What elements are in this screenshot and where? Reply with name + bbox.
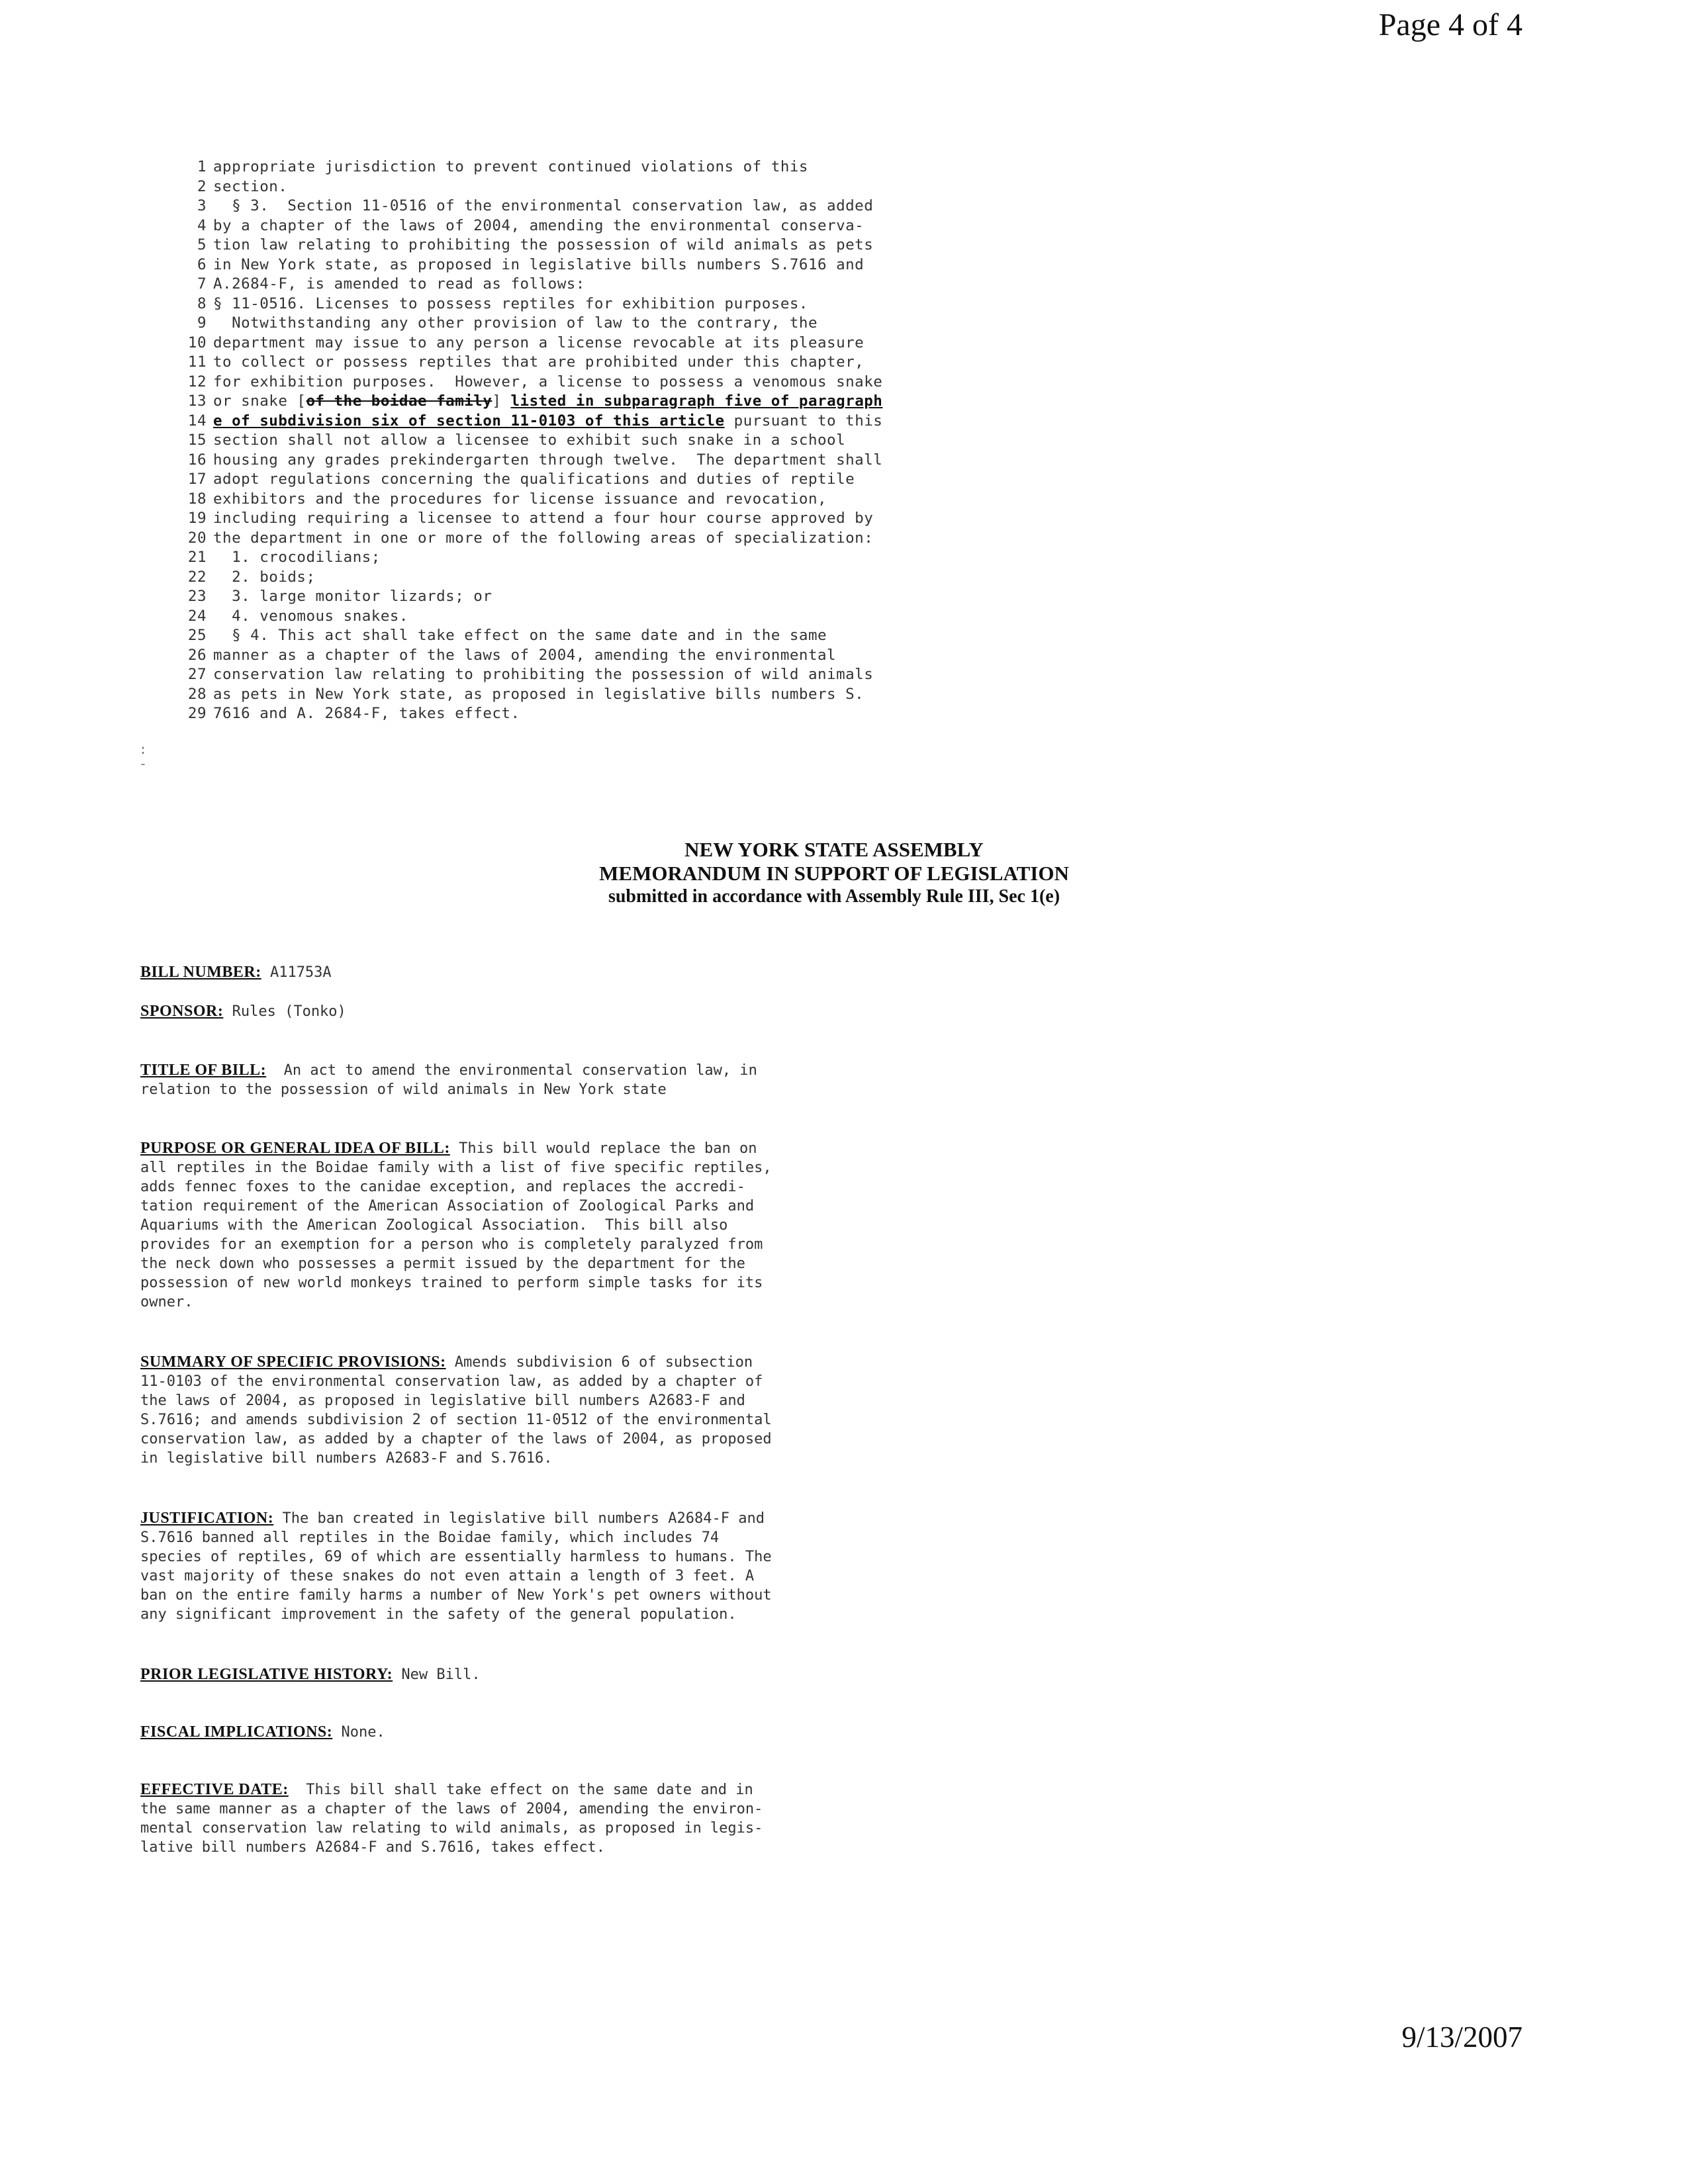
effective-date-label: EFFECTIVE DATE: <box>140 1781 289 1798</box>
bill-line <box>165 607 986 627</box>
purpose-text: This bill would replace the ban on <box>449 1140 757 1157</box>
effective-date-line: the same manner as a chapter of the laws of 2004, amending the environ- <box>140 1801 763 1817</box>
title-section <box>140 1061 908 1099</box>
line-text: 7616 and A. 2684-F, takes effect. <box>213 705 520 722</box>
line-text <box>213 412 986 432</box>
line-number: 23 <box>187 588 207 605</box>
line-number: 21 <box>187 549 207 566</box>
sponsor-value: Rules (Tonko) <box>232 1003 346 1020</box>
bill-line <box>165 334 986 353</box>
line-number: 28 <box>187 685 207 703</box>
bill-line <box>165 529 986 549</box>
line-text: as pets in New York state, as proposed in legislative bills numbers S. <box>213 685 865 703</box>
line-text: exhibitors and the procedures for license issuance and revocation, <box>213 490 827 508</box>
justification-text: The ban created in legislative bill numbers A2684-F and <box>273 1510 765 1527</box>
line-number: 4 <box>197 216 207 234</box>
line-number: 19 <box>187 510 207 527</box>
purpose-line: possession of new world monkeys trained to perform simple tasks for its <box>140 1275 763 1291</box>
bill-line <box>165 665 986 685</box>
line-text: adopt regulations concerning the qualifications and duties of reptile <box>213 471 855 488</box>
bill-line <box>165 158 986 177</box>
purpose-section <box>140 1139 908 1312</box>
bill-number-label: BILL NUMBER: <box>140 964 261 981</box>
bill-line <box>165 626 986 646</box>
inserted-text: listed in subparagraph five of paragraph <box>510 392 883 410</box>
line-number: 3 <box>197 197 207 214</box>
purpose-line: provides for an exemption for a person who is completely paralyzed from <box>140 1236 763 1253</box>
line-number: 9 <box>197 314 207 332</box>
bill-line <box>165 295 986 314</box>
memo-heading-line-3: submitted in accordance with Assembly Rule III, Sec 1(e) <box>608 886 1060 907</box>
line-text: 1. crocodilians; <box>213 549 381 566</box>
line-number: 24 <box>187 607 207 625</box>
bill-line <box>165 197 986 216</box>
summary-label: SUMMARY OF SPECIFIC PROVISIONS: <box>140 1353 446 1371</box>
line-text: for exhibition purposes. However, a license to possess a venomous snake <box>213 373 883 390</box>
title-line: relation to the possession of wild animals in New York state <box>140 1081 667 1098</box>
history-label: PRIOR LEGISLATIVE HISTORY: <box>140 1666 393 1683</box>
line-number: 14 <box>187 412 207 430</box>
line-number: 15 <box>187 432 207 449</box>
line-number: 11 <box>187 353 207 371</box>
line-number: 13 <box>187 392 207 410</box>
line-text: 3. large monitor lizards; or <box>213 588 492 605</box>
bill-line <box>165 646 986 666</box>
line-number: 20 <box>187 529 207 547</box>
summary-line: 11-0103 of the environmental conservation law, as added by a chapter of <box>140 1373 763 1390</box>
scan-mark: : <box>139 741 148 757</box>
purpose-line: the neck down who possesses a permit issued by the department for the <box>140 1255 745 1272</box>
purpose-label: PURPOSE OR GENERAL IDEA OF BILL: <box>140 1140 450 1157</box>
purpose-line <box>140 1139 908 1158</box>
bill-line <box>165 353 986 373</box>
bill-line <box>165 548 986 568</box>
line-number: 27 <box>187 666 207 683</box>
struck-text: of the boidae family <box>306 392 492 410</box>
line-number: 6 <box>197 255 207 273</box>
purpose-line: all reptiles in the Boidae family with a list of five specific reptiles, <box>140 1160 772 1176</box>
line-number: 17 <box>187 471 207 488</box>
line-text: A.2684-F, is amended to read as follows: <box>213 275 585 293</box>
bill-number-value: A11753A <box>269 964 332 981</box>
bill-line <box>165 587 986 607</box>
summary-line: S.7616; and amends subdivision 2 of section 11-0512 of the environmental <box>140 1412 772 1428</box>
line-text: section shall not allow a licensee to exhibit such snake in a school <box>213 432 846 449</box>
bill-line <box>165 255 986 275</box>
bill-line <box>165 216 986 236</box>
line-text: department may issue to any person a license revocable at its pleasure <box>213 334 865 351</box>
sponsor-section <box>140 1002 908 1021</box>
bill-line <box>165 177 986 197</box>
summary-text: Amends subdivision 6 of subsection <box>445 1354 753 1371</box>
line-text: 2. boids; <box>213 568 316 586</box>
line-text: tion law relating to prohibiting the possession of wild animals as pets <box>213 236 874 253</box>
bill-number-section <box>140 963 908 982</box>
line-text: 4. venomous snakes. <box>213 607 408 625</box>
title-text: An act to amend the environmental conservation law, in <box>266 1062 757 1079</box>
title-label: TITLE OF BILL: <box>140 1062 267 1079</box>
bill-line <box>165 568 986 588</box>
justification-line <box>140 1509 908 1528</box>
justification-label: JUSTIFICATION: <box>140 1510 274 1527</box>
effective-date-line: lative bill numbers A2684-F and S.7616, takes effect. <box>140 1839 605 1856</box>
page-number-label: Page 4 of 4 <box>1378 7 1523 42</box>
sponsor-label: SPONSOR: <box>140 1003 224 1020</box>
summary-section <box>140 1353 908 1468</box>
purpose-line: owner. <box>140 1294 193 1310</box>
bill-line <box>165 704 986 724</box>
line-text: manner as a chapter of the laws of 2004, amending the environmental <box>213 646 837 664</box>
justification-line: S.7616 banned all reptiles in the Boidae family, which includes 74 <box>140 1529 720 1546</box>
line-number: 2 <box>197 177 207 195</box>
print-date: 9/13/2007 <box>1401 2021 1523 2054</box>
inserted-text: e of subdivision six of section 11-0103 of this article <box>213 412 725 430</box>
bill-line <box>165 314 986 334</box>
line-text: the department in one or more of the following areas of specialization: <box>213 529 874 547</box>
purpose-line: adds fennec foxes to the canidae exception, and replaces the accredi- <box>140 1179 745 1195</box>
bill-line <box>165 685 986 705</box>
fiscal-label: FISCAL IMPLICATIONS: <box>140 1723 333 1741</box>
summary-line: in legislative bill numbers A2683-F and S.7616. <box>140 1450 553 1467</box>
bill-line <box>165 275 986 295</box>
line-text-segment: ] <box>492 392 511 410</box>
line-text: § 11-0516. Licenses to possess reptiles for exhibition purposes. <box>213 295 808 312</box>
bill-line <box>165 451 986 471</box>
bill-line <box>165 431 986 451</box>
effective-date-text: This bill shall take effect on the same date and in <box>288 1782 753 1798</box>
bill-line <box>165 392 986 412</box>
scan-mark: - <box>139 756 148 772</box>
summary-line <box>140 1353 908 1372</box>
bill-line <box>165 509 986 529</box>
memo-heading <box>463 838 1205 908</box>
line-number: 18 <box>187 490 207 508</box>
history-value: New Bill. <box>393 1666 481 1683</box>
summary-line: conservation law, as added by a chapter of the laws of 2004, as proposed <box>140 1431 772 1447</box>
line-text: in New York state, as proposed in legislative bills numbers S.7616 and <box>213 255 865 273</box>
memo-body <box>140 963 908 1857</box>
justification-line: vast majority of these snakes do not even attain a length of 3 feet. A <box>140 1568 755 1584</box>
line-text <box>213 392 986 412</box>
line-text-segment: pursuant to this <box>724 412 883 430</box>
history-section <box>140 1665 908 1684</box>
line-text: Notwithstanding any other provision of law to the contrary, the <box>213 314 818 332</box>
line-number: 5 <box>197 236 207 253</box>
line-number: 26 <box>187 646 207 664</box>
justification-line: any significant improvement in the safety of the general population. <box>140 1606 737 1623</box>
fiscal-section <box>140 1723 908 1742</box>
bill-line <box>165 373 986 392</box>
line-text-segment: or snake [ <box>213 392 306 410</box>
line-number: 22 <box>187 568 207 586</box>
line-number: 1 <box>197 158 207 175</box>
line-text: to collect or possess reptiles that are prohibited under this chapter, <box>213 353 865 371</box>
memo-heading-line-2: MEMORANDUM IN SUPPORT OF LEGISLATION <box>599 862 1069 885</box>
effective-date-line <box>140 1780 908 1799</box>
line-text: by a chapter of the laws of 2004, amending the environmental conserva- <box>213 216 865 234</box>
justification-line: ban on the entire family harms a number of New York's pet owners without <box>140 1587 772 1604</box>
line-number: 10 <box>187 334 207 351</box>
justification-line: species of reptiles, 69 of which are essentially harmless to humans. The <box>140 1549 772 1565</box>
justification-section <box>140 1509 908 1624</box>
line-text: conservation law relating to prohibiting the possession of wild animals <box>213 666 874 683</box>
line-text: § 3. Section 11-0516 of the environmental conservation law, as added <box>213 197 874 214</box>
line-number: 29 <box>187 705 207 722</box>
line-number: 12 <box>187 373 207 390</box>
effective-date-line: mental conservation law relating to wild animals, as proposed in legis- <box>140 1820 763 1837</box>
line-number: 8 <box>197 295 207 312</box>
line-number: 25 <box>187 627 207 644</box>
bill-line <box>165 470 986 490</box>
line-text: § 4. This act shall take effect on the same date and in the same <box>213 627 827 644</box>
line-text: section. <box>213 177 288 195</box>
line-text: including requiring a licensee to attend a four hour course approved by <box>213 510 874 527</box>
purpose-line: Aquariums with the American Zoological Association. This bill also <box>140 1217 728 1234</box>
bill-line <box>165 412 986 432</box>
line-number: 16 <box>187 451 207 469</box>
line-text: appropriate jurisdiction to prevent continued violations of this <box>213 158 808 175</box>
effective-date-section <box>140 1780 908 1857</box>
bill-line <box>165 236 986 255</box>
line-text: housing any grades prekindergarten through twelve. The department shall <box>213 451 883 469</box>
title-line <box>140 1061 908 1080</box>
summary-line: the laws of 2004, as proposed in legislative bill numbers A2683-F and <box>140 1392 745 1409</box>
line-number: 7 <box>197 275 207 293</box>
purpose-line: tation requirement of the American Association of Zoological Parks and <box>140 1198 755 1214</box>
fiscal-value: None. <box>332 1724 385 1741</box>
memo-heading-line-1: NEW YORK STATE ASSEMBLY <box>684 838 984 861</box>
bill-text-block <box>165 158 986 724</box>
bill-line <box>165 490 986 510</box>
